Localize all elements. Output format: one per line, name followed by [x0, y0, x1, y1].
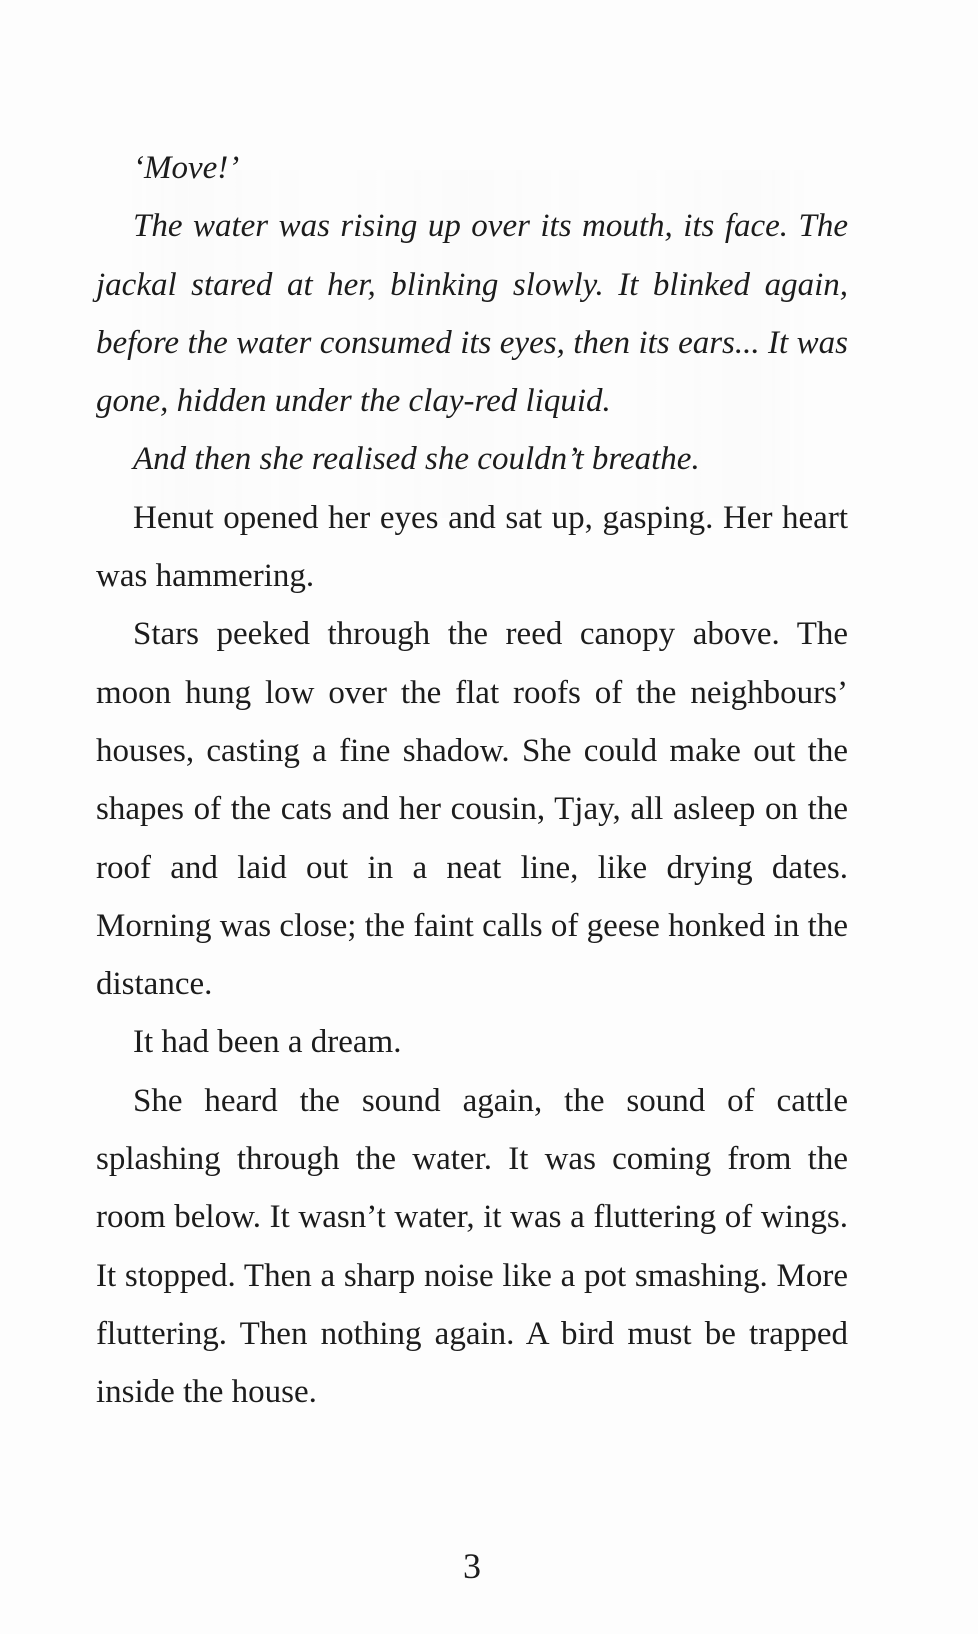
page-number: 3	[463, 1546, 481, 1586]
paragraph-water-rising: The water was rising up over its mouth, its face. The jackal stared at her, blinking slowly. It blinked again, before the water consumed its eyes, then its ears... It was gone, hidden under the clay-red liquid.	[96, 208, 848, 420]
paragraph-dream: It had been a dream.	[133, 1024, 402, 1061]
paragraph-henut-wakes: Henut opened her eyes and sat up, gasping. Her heart was hammering.	[96, 499, 848, 595]
paragraph-couldnt-breathe: And then she realised she couldn’t breathe.	[133, 441, 700, 478]
paragraph-sound-again: She heard the sound again, the sound of cattle splashing through the water. It was coming from the room below. It wasn’t water, it was a fluttering of wings. It stopped. Then a sharp noise like a pot smashing. More fluttering. Then nothing again. A bird must be trapped inside the house.	[96, 1082, 848, 1411]
paragraph-stars-peeked: Stars peeked through the reed canopy above. The moon hung low over the flat roofs of the neighbours’ houses, casting a fine shadow. She could make out the shapes of the cats and her cousin, Tjay, all asleep on the roof and laid out in a neat line, like drying dates. Morning was close; the faint calls of geese honked in the distance.	[96, 616, 848, 1003]
paragraph-dialogue-move: ‘Move!’	[133, 150, 240, 186]
body-text	[96, 139, 848, 1422]
